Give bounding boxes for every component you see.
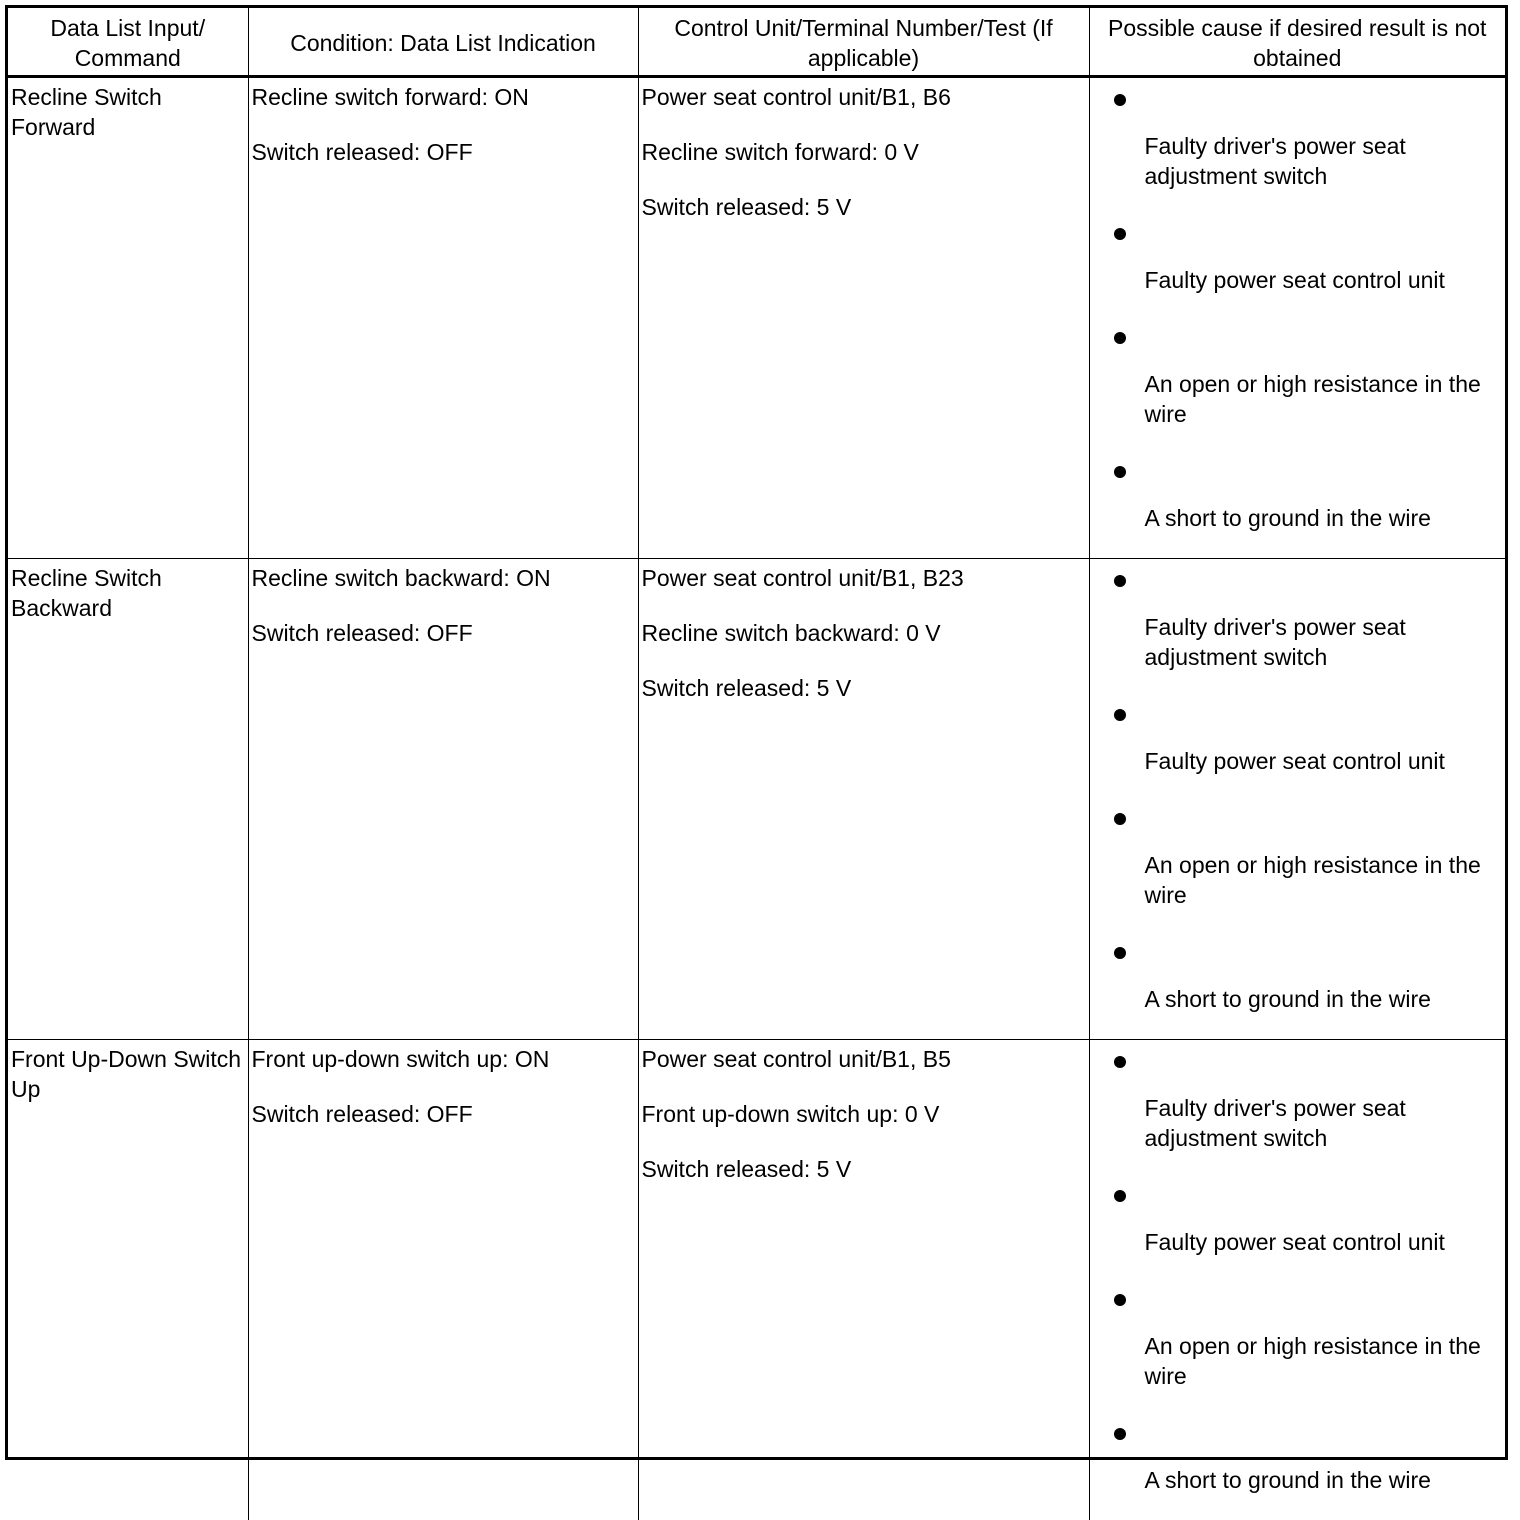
control-line: Power seat control unit/B1, B5 [642, 1044, 1089, 1074]
bullet-icon [1114, 466, 1126, 478]
control-line: Recline switch forward: 0 V [642, 137, 1089, 167]
cause-text: Faulty driver's power seat adjustment switch [1145, 563, 1506, 672]
bullet-icon [1114, 947, 1126, 959]
command-cell: Recline Switch Backward [8, 559, 248, 1040]
header-row [8, 8, 1505, 77]
cause-item [1093, 320, 1506, 429]
cause-item [1093, 216, 1506, 295]
control-unit-cell [638, 1040, 1089, 1520]
possible-cause-cell [1089, 77, 1505, 559]
bullet-icon [1114, 94, 1126, 106]
cause-text: Faulty driver's power seat adjustment switch [1145, 82, 1506, 191]
control-unit-cell [638, 77, 1089, 559]
condition-cell [248, 77, 638, 559]
bullet-icon [1114, 1428, 1126, 1440]
control-line: Switch released: 5 V [642, 192, 1089, 222]
condition-line: Switch released: OFF [252, 618, 638, 648]
cause-list [1093, 563, 1506, 1014]
control-line: Front up-down switch up: 0 V [642, 1099, 1089, 1129]
control-line: Power seat control unit/B1, B23 [642, 563, 1089, 593]
cause-text: A short to ground in the wire [1145, 935, 1506, 1014]
condition-cell [248, 559, 638, 1040]
cause-item [1093, 1416, 1506, 1495]
condition-line: Recline switch forward: ON [252, 82, 638, 112]
cause-item [1093, 1044, 1506, 1153]
bullet-icon [1114, 813, 1126, 825]
condition-line: Switch released: OFF [252, 137, 638, 167]
cause-text: An open or high resistance in the wire [1145, 320, 1506, 429]
bullet-icon [1114, 332, 1126, 344]
table-row [8, 559, 1505, 1040]
data-list-table-frame [5, 5, 1508, 1460]
bullet-icon [1114, 575, 1126, 587]
table-row [8, 1040, 1505, 1520]
possible-cause-cell [1089, 1040, 1505, 1520]
cause-text: A short to ground in the wire [1145, 454, 1506, 533]
cause-text: Faulty driver's power seat adjustment switch [1145, 1044, 1506, 1153]
control-line: Switch released: 5 V [642, 673, 1089, 703]
cause-item [1093, 697, 1506, 776]
cause-text: An open or high resistance in the wire [1145, 801, 1506, 910]
cause-item [1093, 82, 1506, 191]
bullet-icon [1114, 1190, 1126, 1202]
control-unit-cell [638, 559, 1089, 1040]
cause-item [1093, 563, 1506, 672]
condition-cell [248, 1040, 638, 1520]
cause-text: Faulty power seat control unit [1145, 216, 1506, 295]
bullet-icon [1114, 1056, 1126, 1068]
cause-item [1093, 1178, 1506, 1257]
bullet-icon [1114, 228, 1126, 240]
control-line: Recline switch backward: 0 V [642, 618, 1089, 648]
cause-text: A short to ground in the wire [1145, 1416, 1506, 1495]
cause-item [1093, 454, 1506, 533]
header-possible-cause: Possible cause if desired result is not obtained [1089, 8, 1505, 77]
command-cell: Recline Switch Forward [8, 77, 248, 559]
cause-list [1093, 82, 1506, 533]
command-cell: Front Up-Down Switch Up [8, 1040, 248, 1520]
cause-item [1093, 801, 1506, 910]
data-list-table [8, 8, 1505, 1520]
cause-list [1093, 1044, 1506, 1495]
control-line: Power seat control unit/B1, B6 [642, 82, 1089, 112]
cause-item [1093, 935, 1506, 1014]
condition-line: Recline switch backward: ON [252, 563, 638, 593]
cause-text: An open or high resistance in the wire [1145, 1282, 1506, 1391]
bullet-icon [1114, 1294, 1126, 1306]
header-data-list-input: Data List Input/ Command [8, 8, 248, 77]
condition-line: Front up-down switch up: ON [252, 1044, 638, 1074]
cause-text: Faulty power seat control unit [1145, 1178, 1506, 1257]
cause-text: Faulty power seat control unit [1145, 697, 1506, 776]
control-line: Switch released: 5 V [642, 1154, 1089, 1184]
header-condition: Condition: Data List Indication [248, 8, 638, 77]
possible-cause-cell [1089, 559, 1505, 1040]
bullet-icon [1114, 709, 1126, 721]
condition-line: Switch released: OFF [252, 1099, 638, 1129]
header-control-unit: Control Unit/Terminal Number/Test (If applicable) [638, 8, 1089, 77]
table-row [8, 77, 1505, 559]
cause-item [1093, 1282, 1506, 1391]
